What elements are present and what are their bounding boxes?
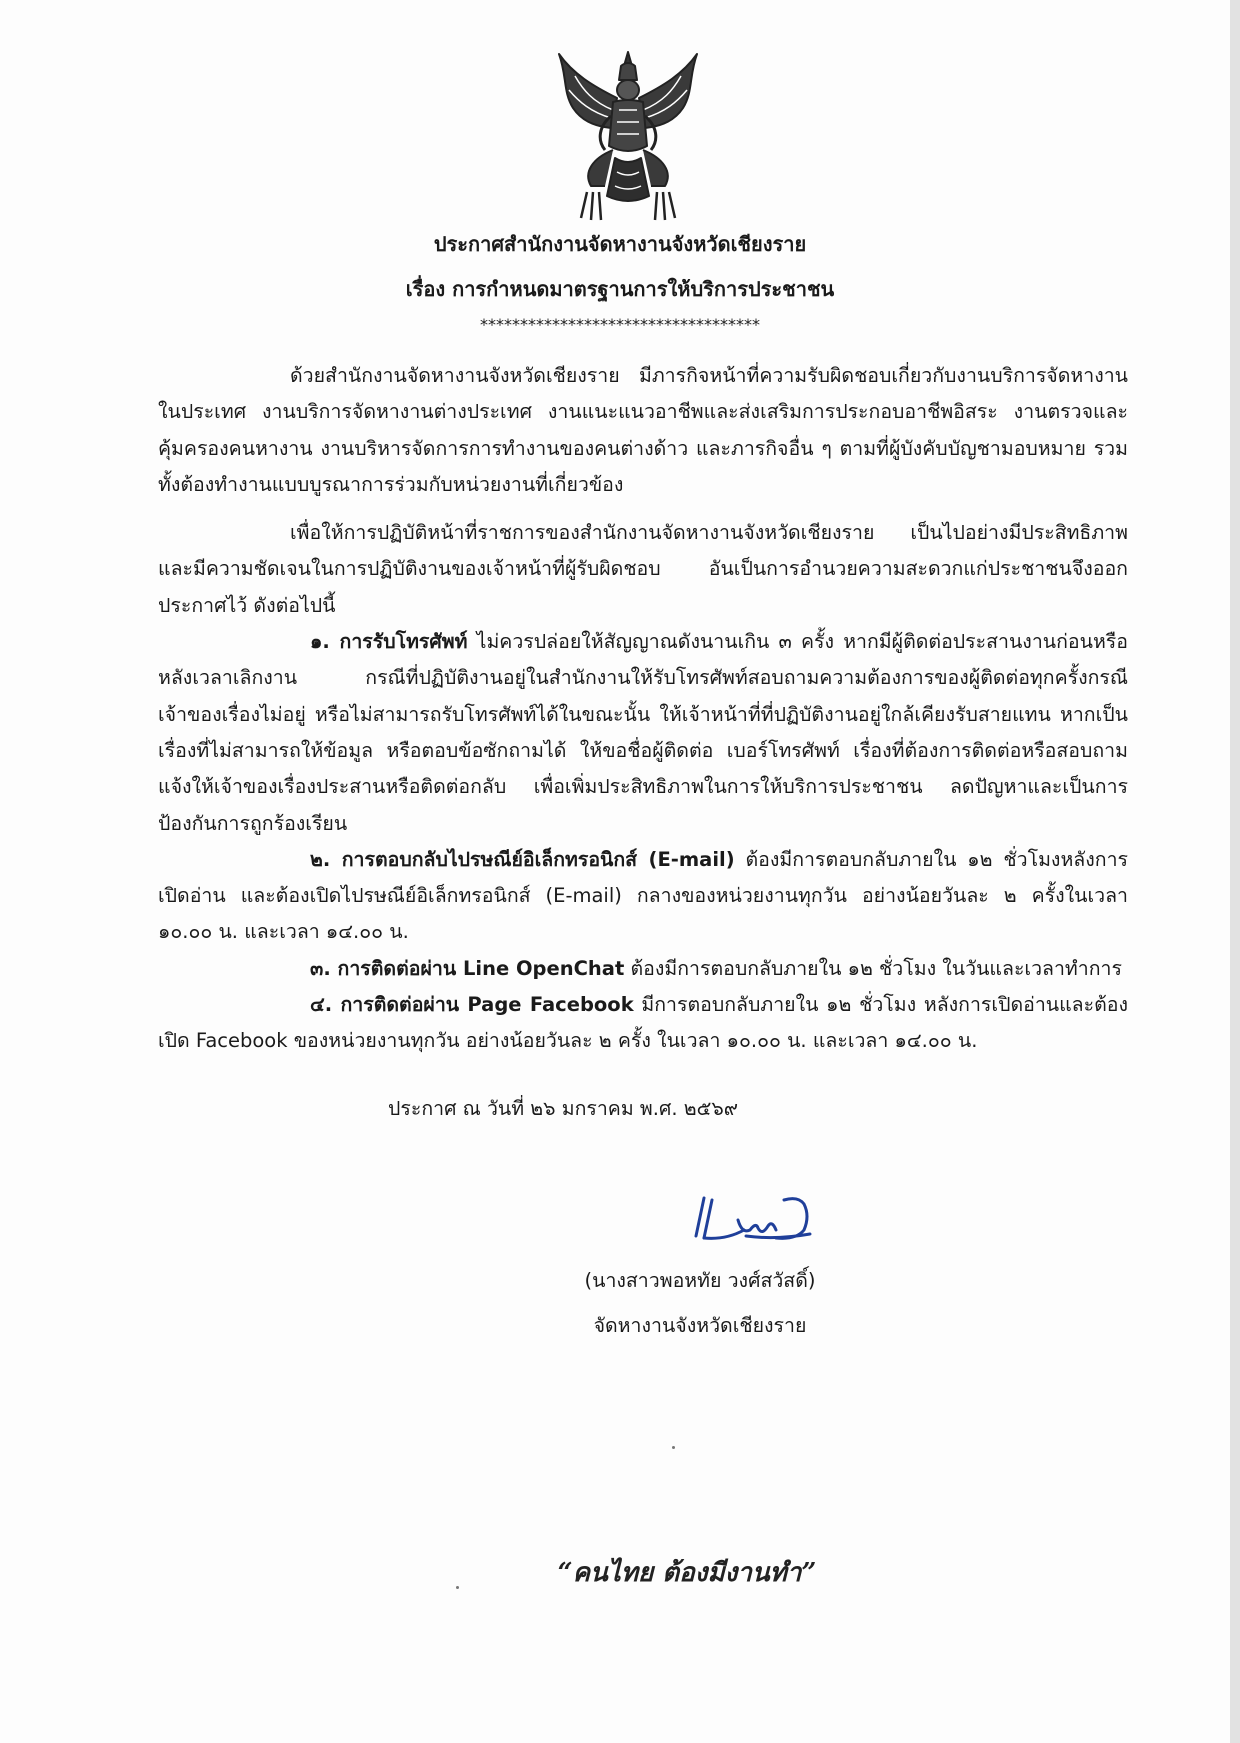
list-item <box>158 987 1128 1060</box>
document-subject: เรื่อง การกำหนดมาตรฐานการให้บริการประชาชน <box>405 277 835 301</box>
garuda-emblem-icon <box>553 46 703 224</box>
item-heading: ๒. การตอบกลับไปรษณีย์อิเล็กทรอนิกส์ (E-mail) <box>310 847 735 871</box>
list-item <box>158 842 1128 951</box>
list-item <box>158 624 1128 842</box>
signatory-name: (นางสาวพอหทัย วงศ์สวัสดิ์) <box>584 1269 816 1292</box>
item-heading: ๑. การรับโทรศัพท์ <box>310 630 468 654</box>
signature-icon <box>686 1190 826 1250</box>
scan-speck <box>672 1446 675 1449</box>
scan-edge <box>1230 0 1240 1743</box>
signatory-position: จัดหางานจังหวัดเชียงราย <box>593 1314 807 1337</box>
scan-speck <box>456 1586 459 1589</box>
slogan: “คนไทย ต้องมีงานทำ” <box>557 1558 817 1588</box>
item-heading: ๓. การติดต่อผ่าน Line OpenChat <box>310 956 625 980</box>
intro-paragraph: ด้วยสำนักงานจัดหางานจังหวัดเชียงราย มีภารกิจหน้าที่ความรับผิดชอบเกี่ยวกับงานบริการจัดหางานในประเทศ งานบริการจัดหางานต่างประเทศ งานแนะแนวอาชีพและส่งเสริมการประกอบอาชีพอิสระ งานตรวจและคุ้มครองคนหางาน งานบริหารจัดการการทำงานของคนต่างด้าว และภารกิจอื่น ๆ ตามที่ผู้บังคับบัญชามอบหมาย รวมทั้งต้องทำงานแบบบูรณาการร่วมกับหน่วยงานที่เกี่ยวข้อง <box>158 364 1128 496</box>
item-heading: ๔. การติดต่อผ่าน Page Facebook <box>310 993 634 1017</box>
purpose-paragraph: เพื่อให้การปฏิบัติหน้าที่ราชการของสำนักงานจัดหางานจังหวัดเชียงราย เป็นไปอย่างมีประสิทธิภาพ และมีความชัดเจนในการปฏิบัติงานของเจ้าหน้าที่ผู้รับผิดชอบ อันเป็นการอำนวยความสะดวกแก่ประชาชนจึงออกประกาศไว้ ดังต่อไปนี้ <box>158 521 1128 617</box>
item-text: ต้องมีการตอบกลับภายใน ๑๒ ชั่วโมงหลังการเปิดอ่าน และต้องเปิดไปรษณีย์อิเล็กทรอนิกส์ (E-mail) กลางของหน่วยงานทุกวัน อย่างน้อยวันละ ๒ ครั้งในเวลา ๑๐.๐๐ น. และเวลา ๑๔.๐๐ น. <box>158 847 1128 944</box>
item-text: ต้องมีการตอบกลับภายใน ๑๒ ชั่วโมง ในวันและเวลาทำการ <box>624 956 1122 980</box>
document-body <box>158 358 1128 1060</box>
document-title: ประกาศสำนักงานจัดหางานจังหวัดเชียงราย <box>433 232 807 256</box>
item-text: มีการตอบกลับภายใน ๑๒ ชั่วโมง หลังการเปิดอ่านและต้องเปิด Facebook ของหน่วยงานทุกวัน อย่างน้อยวันละ ๒ ครั้ง ในเวลา ๑๐.๐๐ น. และเวลา ๑๔.๐๐ น. <box>158 993 1128 1053</box>
list-item <box>158 951 1128 987</box>
item-text: ไม่ควรปล่อยให้สัญญาณดังนานเกิน ๓ ครั้ง หากมีผู้ติดต่อประสานงานก่อนหรือหลังเวลาเลิกงาน กรณีที่ปฏิบัติงานอยู่ในสำนักงานให้รับโทรศัพท์สอบถามความต้องการของผู้ติดต่อทุกครั้งกรณีเจ้าของเรื่องไม่อยู่ หรือไม่สามารถรับโทรศัพท์ได้ในขณะนั้น ให้เจ้าหน้าที่ที่ปฏิบัติงานอยู่ใกล้เคียงรับสายแทน หากเป็นเรื่องที่ไม่สามารถให้ข้อมูล หรือตอบข้อซักถามได้ ให้ขอชื่อผู้ติดต่อ เบอร์โทรศัพท์ เรื่องที่ต้องการติดต่อหรือสอบถาม แจ้งให้เจ้าของเรื่องประสานหรือติดต่อกลับ เพื่อเพิ่มประสิทธิภาพในการให้บริการประชาชน ลดปัญหาและเป็นการป้องกันการถูกร้องเรียน <box>158 630 1128 835</box>
announcement-date: ประกาศ ณ วันที่ ๒๖ มกราคม พ.ศ. ๒๕๖๙ <box>388 1097 738 1120</box>
title-separator: *********************************** <box>480 315 760 334</box>
